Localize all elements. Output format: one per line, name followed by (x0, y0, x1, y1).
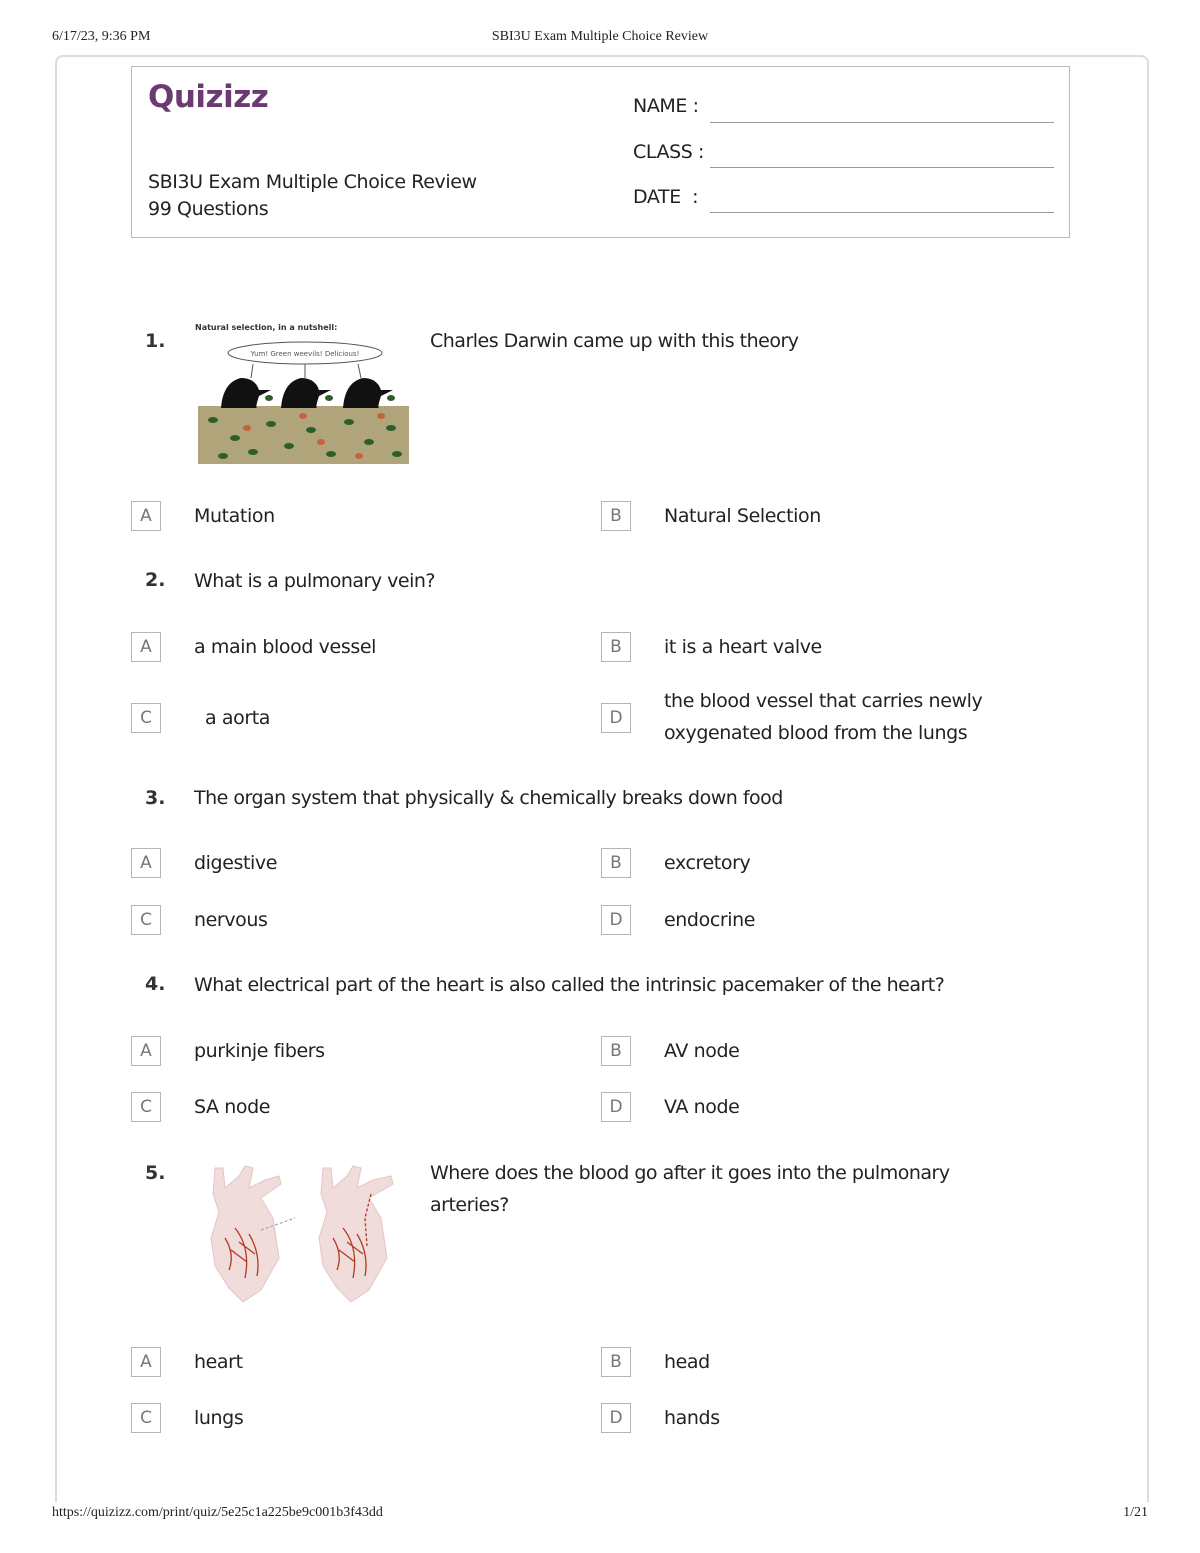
option-a-text[interactable]: heart (194, 1351, 243, 1373)
option-c-letter[interactable]: C (131, 703, 161, 733)
question-number: 5. (145, 1162, 166, 1184)
option-c-text[interactable]: nervous (194, 909, 268, 931)
option-d-text[interactable]: the blood vessel that carries newly oxygenated blood from the lungs (664, 690, 983, 744)
option-a-text[interactable]: purkinje fibers (194, 1040, 325, 1062)
option-d-letter[interactable]: D (601, 703, 631, 733)
option-b-text[interactable]: it is a heart valve (664, 636, 822, 658)
option-a-text[interactable]: a main blood vessel (194, 636, 376, 658)
option-b-letter[interactable]: B (601, 1347, 631, 1377)
option-a-letter[interactable]: A (131, 1036, 161, 1066)
option-a-letter[interactable]: A (131, 848, 161, 878)
option-d-text[interactable]: endocrine (664, 909, 756, 931)
option-b-letter[interactable]: B (601, 501, 631, 531)
option-c-letter[interactable]: C (131, 1403, 161, 1433)
option-b-text[interactable]: Natural Selection (664, 505, 821, 527)
option-b-letter[interactable]: B (601, 848, 631, 878)
question-text: The organ system that physically & chemically breaks down food (194, 787, 783, 809)
option-d-letter[interactable]: D (601, 1092, 631, 1122)
option-c-text[interactable]: a aorta (205, 707, 271, 729)
question-text: Charles Darwin came up with this theory (430, 330, 799, 352)
quiz-title: SBI3U Exam Multiple Choice Review (148, 171, 477, 193)
option-d-text[interactable]: VA node (664, 1096, 740, 1118)
option-a-letter[interactable]: A (131, 501, 161, 531)
option-d-text[interactable]: hands (664, 1407, 720, 1429)
print-url[interactable]: https://quizizz.com/print/quiz/5e25c1a225be9c001b3f43dd (52, 1505, 383, 1520)
question-number: 2. (145, 569, 166, 591)
page-number: 1/21 (1123, 1505, 1148, 1520)
option-b-letter[interactable]: B (601, 1036, 631, 1066)
natural-selection-image (193, 320, 413, 472)
q1-image-caption: Natural selection, in a nutshell: (195, 323, 338, 332)
option-c-letter[interactable]: C (131, 1092, 161, 1122)
option-a-letter[interactable]: A (131, 1347, 161, 1377)
quiz-header (131, 66, 1070, 238)
option-b-text[interactable]: AV node (664, 1040, 740, 1062)
print-header (52, 29, 1148, 49)
date-field[interactable] (710, 212, 1054, 213)
option-c-text[interactable]: SA node (194, 1096, 271, 1118)
class-field[interactable] (710, 167, 1054, 168)
date-label: DATE : (633, 186, 699, 208)
question-count: 99 Questions (148, 198, 269, 220)
option-b-letter[interactable]: B (601, 632, 631, 662)
option-d-letter[interactable]: D (601, 905, 631, 935)
question-text: Where does the blood go after it goes into the pulmonary arteries? (430, 1162, 950, 1216)
question-number: 4. (145, 973, 166, 995)
question-text: What is a pulmonary vein? (194, 570, 435, 592)
heart-diagram-image (195, 1158, 410, 1310)
option-b-text[interactable]: excretory (664, 852, 751, 874)
class-label: CLASS : (633, 141, 705, 163)
quizizz-logo: Quizizz (148, 79, 269, 115)
q1-image-bubble: Yum! Green weevils! Delicious! (250, 350, 360, 358)
option-b-text[interactable]: head (664, 1351, 710, 1373)
print-doc-title: SBI3U Exam Multiple Choice Review (491, 29, 709, 44)
question-number: 3. (145, 787, 166, 809)
name-label: NAME : (633, 95, 699, 117)
option-d-letter[interactable]: D (601, 1403, 631, 1433)
option-a-letter[interactable]: A (131, 632, 161, 662)
print-footer (52, 1505, 1148, 1525)
question-number: 1. (145, 330, 166, 352)
print-datetime: 6/17/23, 9:36 PM (52, 29, 151, 44)
question-text: What electrical part of the heart is also called the intrinsic pacemaker of the heart? (194, 974, 945, 996)
name-field[interactable] (710, 122, 1054, 123)
option-a-text[interactable]: Mutation (194, 505, 275, 527)
option-a-text[interactable]: digestive (194, 852, 278, 874)
option-c-text[interactable]: lungs (194, 1407, 244, 1429)
option-c-letter[interactable]: C (131, 905, 161, 935)
